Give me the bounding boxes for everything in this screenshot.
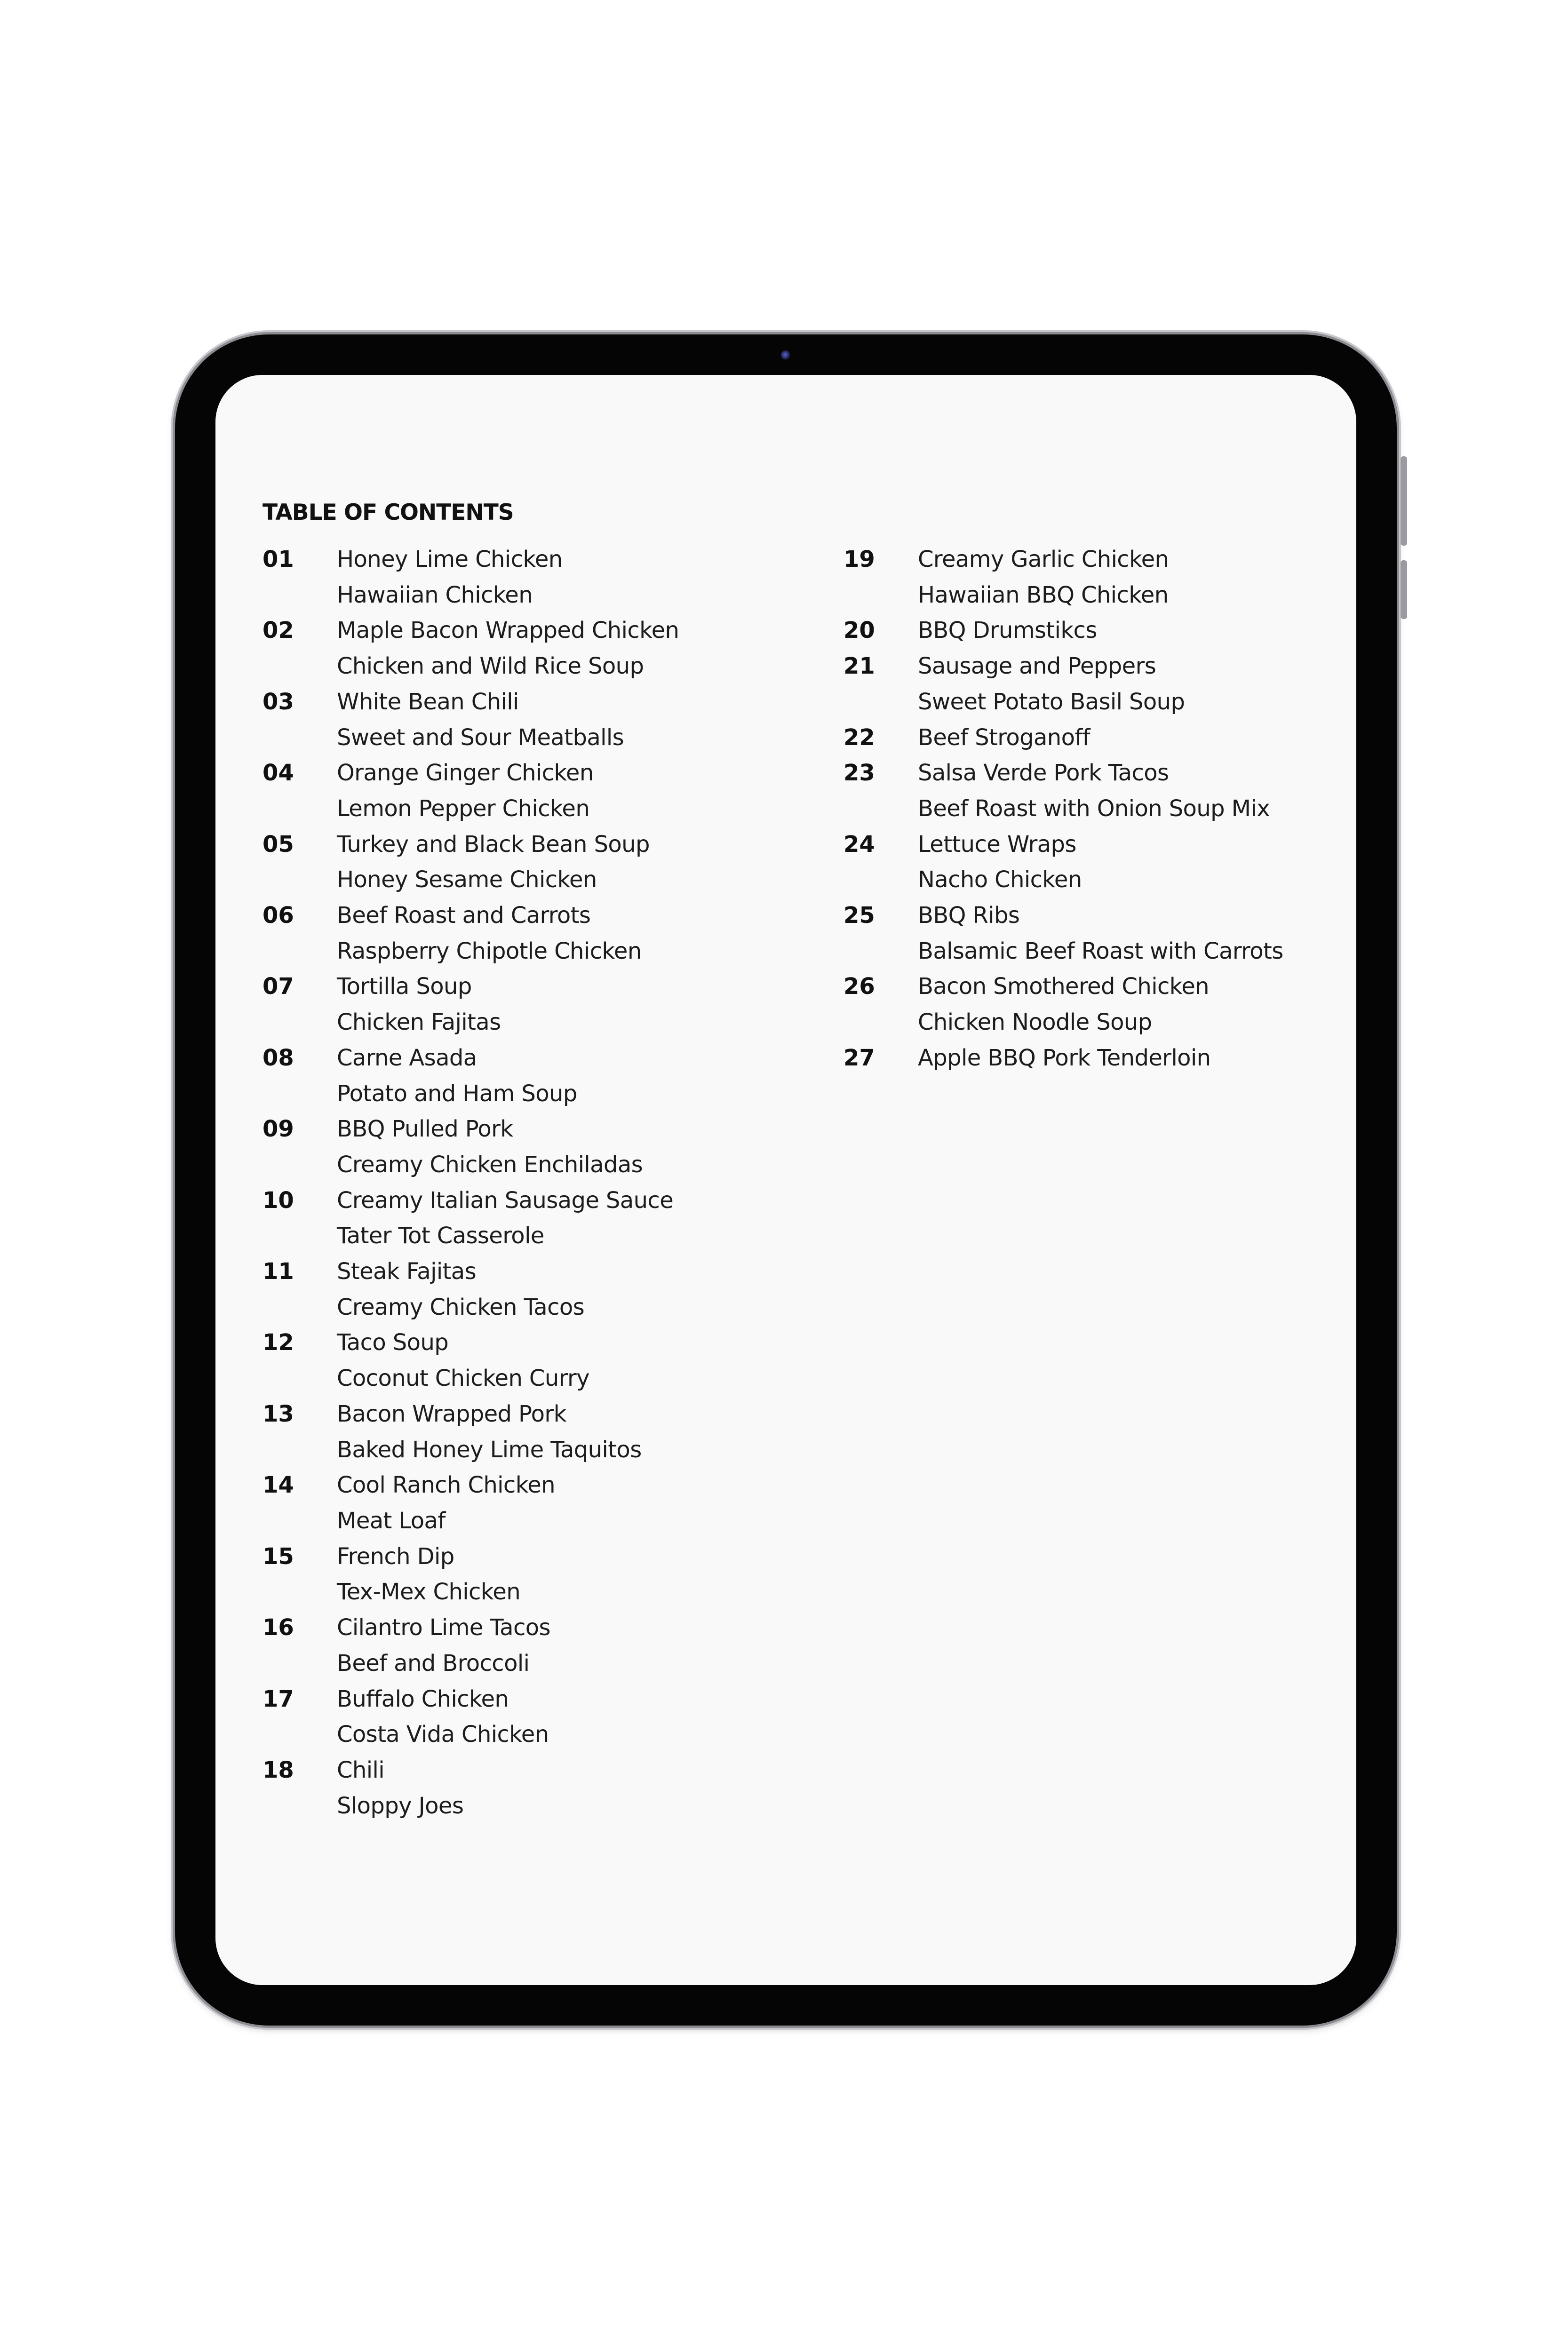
toc-number: 17: [263, 1685, 294, 1712]
toc-item[interactable]: Honey Sesame Chicken: [337, 866, 597, 893]
toc-item[interactable]: Meat Loaf: [337, 1507, 446, 1534]
toc-item[interactable]: Maple Bacon Wrapped Chicken: [337, 617, 679, 644]
toc-number: 26: [844, 973, 875, 1000]
toc-group: [844, 649, 1342, 720]
toc-item[interactable]: Buffalo Chicken: [337, 1685, 509, 1712]
toc-item[interactable]: Hawaiian BBQ Chicken: [918, 581, 1169, 608]
toc-item[interactable]: Nacho Chicken: [918, 866, 1082, 893]
toc-item[interactable]: Coconut Chicken Curry: [337, 1365, 589, 1392]
toc-group: [844, 720, 1342, 756]
toc-item[interactable]: Salsa Verde Pork Tacos: [918, 760, 1169, 787]
toc-right-column: [844, 542, 1342, 1076]
toc-item[interactable]: Tortilla Soup: [337, 973, 472, 1000]
toc-item[interactable]: Creamy Italian Sausage Sauce: [337, 1187, 674, 1214]
toc-number: 08: [263, 1044, 294, 1071]
toc-number: 04: [263, 760, 294, 787]
toc-group: [263, 969, 804, 1040]
toc-group: [263, 1753, 804, 1824]
toc-item[interactable]: Tater Tot Casserole: [337, 1223, 544, 1249]
toc-number: 09: [263, 1116, 294, 1143]
toc-number: 12: [263, 1329, 294, 1356]
toc-group: [263, 613, 804, 684]
toc-item[interactable]: Balsamic Beef Roast with Carrots: [918, 938, 1283, 964]
toc-item[interactable]: Sweet Potato Basil Soup: [918, 688, 1185, 715]
toc-group: [263, 898, 804, 969]
toc-item[interactable]: Beef Roast with Onion Soup Mix: [918, 795, 1270, 822]
toc-number: 24: [844, 831, 875, 858]
toc-item[interactable]: Costa Vida Chicken: [337, 1721, 549, 1748]
toc-item[interactable]: Creamy Chicken Enchiladas: [337, 1151, 643, 1178]
toc-item[interactable]: Chicken Fajitas: [337, 1009, 501, 1036]
toc-item[interactable]: Baked Honey Lime Taquitos: [337, 1436, 642, 1463]
toc-number: 13: [263, 1400, 294, 1427]
toc-number: 20: [844, 617, 875, 644]
toc-group: [263, 1041, 804, 1112]
toc-group: [263, 1112, 804, 1183]
toc-item[interactable]: Carne Asada: [337, 1044, 477, 1071]
toc-number: 02: [263, 617, 294, 644]
toc-item[interactable]: French Dip: [337, 1543, 454, 1570]
toc-item[interactable]: Steak Fajitas: [337, 1258, 477, 1285]
toc-number: 16: [263, 1614, 294, 1641]
toc-number: 01: [263, 546, 294, 572]
toc-group: [263, 1610, 804, 1681]
toc-number: 06: [263, 902, 294, 929]
toc-group: [844, 542, 1342, 613]
toc-group: [844, 1041, 1342, 1076]
toc-item[interactable]: Sausage and Peppers: [918, 653, 1156, 680]
toc-item[interactable]: White Bean Chili: [337, 688, 519, 715]
toc-item[interactable]: Beef and Broccoli: [337, 1650, 530, 1677]
toc-group: [263, 1468, 804, 1539]
toc-item[interactable]: Sloppy Joes: [337, 1792, 464, 1819]
toc-item[interactable]: Creamy Chicken Tacos: [337, 1294, 585, 1320]
toc-group: [263, 1183, 804, 1254]
toc-number: 10: [263, 1187, 294, 1214]
tablet-screen: [215, 375, 1356, 1985]
front-camera-icon: [781, 350, 790, 360]
toc-item[interactable]: BBQ Ribs: [918, 902, 1020, 929]
toc-number: 27: [844, 1044, 875, 1071]
toc-item[interactable]: Beef Roast and Carrots: [337, 902, 591, 929]
toc-number: 23: [844, 760, 875, 787]
toc-number: 14: [263, 1472, 294, 1499]
toc-left-column: [263, 542, 804, 1824]
toc-number: 15: [263, 1543, 294, 1570]
toc-group: [263, 684, 804, 755]
tablet-device-frame: [175, 334, 1397, 2026]
toc-group: [844, 613, 1342, 649]
toc-number: 03: [263, 688, 294, 715]
toc-group: [263, 542, 804, 613]
toc-number: 07: [263, 973, 294, 1000]
toc-item[interactable]: BBQ Pulled Pork: [337, 1116, 513, 1143]
toc-item[interactable]: Beef Stroganoff: [918, 724, 1090, 751]
toc-group: [263, 827, 804, 898]
toc-title: TABLE OF CONTENTS: [263, 500, 514, 525]
toc-item[interactable]: Cilantro Lime Tacos: [337, 1614, 550, 1641]
toc-item[interactable]: Tex-Mex Chicken: [337, 1579, 521, 1605]
toc-group: [263, 1539, 804, 1610]
toc-item[interactable]: Bacon Smothered Chicken: [918, 973, 1209, 1000]
toc-group: [263, 1682, 804, 1753]
volume-button: [1401, 560, 1407, 619]
toc-item[interactable]: Chicken and Wild Rice Soup: [337, 653, 644, 680]
toc-item[interactable]: Cool Ranch Chicken: [337, 1472, 555, 1499]
toc-number: 05: [263, 831, 294, 858]
toc-group: [844, 969, 1342, 1040]
toc-group: [263, 1254, 804, 1325]
toc-item[interactable]: Turkey and Black Bean Soup: [337, 831, 650, 858]
toc-number: 11: [263, 1258, 294, 1285]
toc-item[interactable]: Potato and Ham Soup: [337, 1080, 577, 1107]
toc-item[interactable]: BBQ Drumstikcs: [918, 617, 1097, 644]
toc-group: [263, 755, 804, 826]
toc-item[interactable]: Taco Soup: [337, 1329, 449, 1356]
power-button: [1401, 456, 1407, 546]
toc-group: [844, 827, 1342, 898]
toc-group: [844, 755, 1342, 826]
toc-item[interactable]: Orange Ginger Chicken: [337, 760, 594, 787]
toc-item[interactable]: Chili: [337, 1756, 384, 1783]
toc-item[interactable]: Chicken Noodle Soup: [918, 1009, 1152, 1036]
toc-item[interactable]: Lemon Pepper Chicken: [337, 795, 590, 822]
toc-number: 22: [844, 724, 875, 751]
toc-number: 21: [844, 653, 875, 680]
toc-number: 18: [263, 1756, 294, 1783]
toc-item[interactable]: Creamy Garlic Chicken: [918, 546, 1169, 572]
toc-item[interactable]: Apple BBQ Pork Tenderloin: [918, 1044, 1211, 1071]
toc-item[interactable]: Honey Lime Chicken: [337, 546, 563, 572]
toc-item[interactable]: Hawaiian Chicken: [337, 581, 533, 608]
toc-group: [844, 898, 1342, 969]
toc-item[interactable]: Raspberry Chipotle Chicken: [337, 938, 642, 964]
toc-item[interactable]: Sweet and Sour Meatballs: [337, 724, 624, 751]
toc-group: [263, 1325, 804, 1396]
toc-group: [263, 1397, 804, 1468]
toc-number: 19: [844, 546, 875, 572]
toc-item[interactable]: Lettuce Wraps: [918, 831, 1076, 858]
toc-item[interactable]: Bacon Wrapped Pork: [337, 1400, 566, 1427]
toc-number: 25: [844, 902, 875, 929]
